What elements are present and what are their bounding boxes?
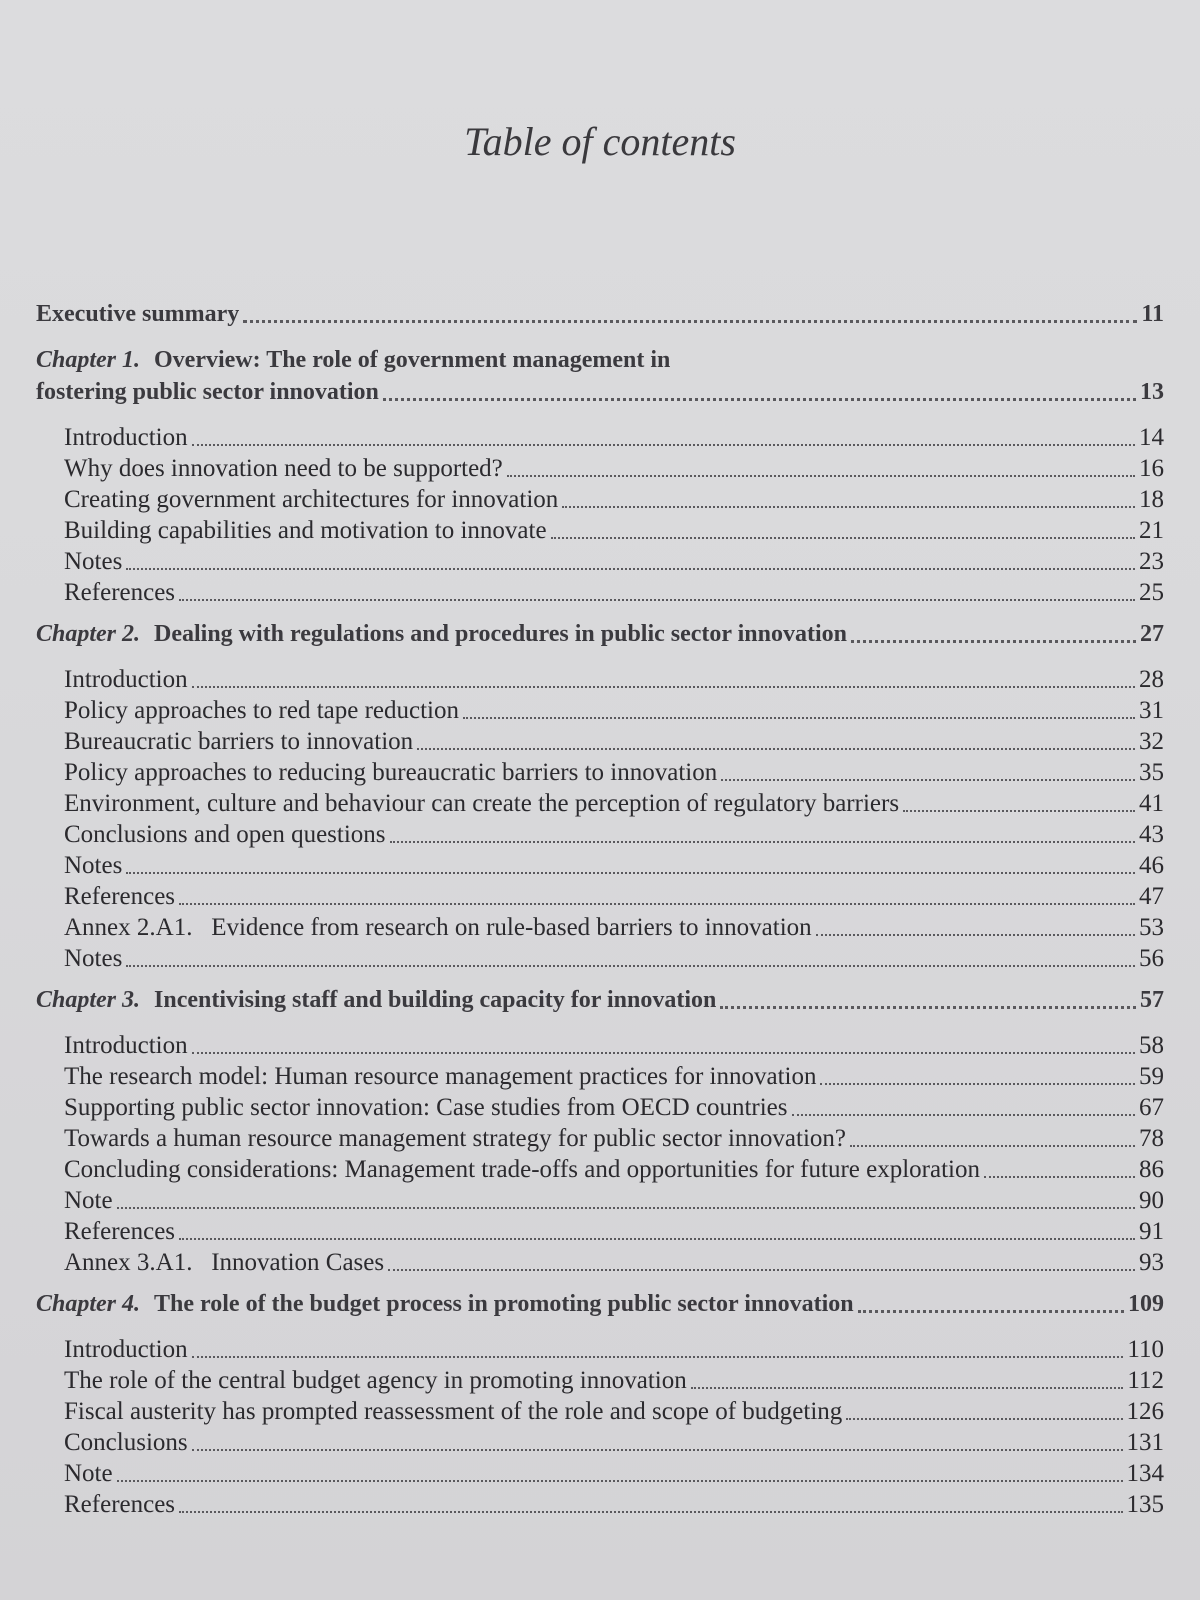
item-label: Why does innovation need to be supported? <box>64 455 503 482</box>
item-label: Introduction <box>64 1336 188 1363</box>
dot-leader <box>792 1113 1135 1116</box>
chapter-2 <box>36 618 1164 974</box>
item-page: 47 <box>1139 883 1164 910</box>
toc-item[interactable] <box>64 943 1164 974</box>
dot-leader <box>417 747 1135 750</box>
dot-leader <box>388 1268 1135 1271</box>
chapter-items <box>64 664 1164 974</box>
toc-item[interactable] <box>64 1061 1164 1092</box>
item-label: References <box>64 579 176 606</box>
dot-leader <box>858 1309 1124 1313</box>
chapter-title-cont: fostering public sector innovation <box>36 379 379 405</box>
toc-item[interactable] <box>64 1365 1164 1396</box>
toc-item[interactable] <box>64 1427 1164 1458</box>
item-page: 28 <box>1139 666 1164 693</box>
item-label: Supporting public sector innovation: Case studies from OECD countries <box>64 1094 788 1121</box>
table-of-contents <box>36 298 1164 1530</box>
item-label: Towards a human resource management strategy for public sector innovation? <box>64 1125 847 1152</box>
dot-leader <box>562 505 1135 508</box>
dot-leader <box>463 716 1135 719</box>
toc-item[interactable] <box>64 453 1164 484</box>
item-label: The role of the central budget agency in promoting innovation <box>64 1367 687 1394</box>
item-page: 35 <box>1139 759 1164 786</box>
item-page: 56 <box>1139 945 1164 972</box>
dot-leader <box>192 1448 1123 1451</box>
toc-executive-summary[interactable] <box>36 298 1164 330</box>
toc-item[interactable] <box>64 484 1164 515</box>
chapter-number: Chapter 4. <box>36 1291 141 1317</box>
item-page: 135 <box>1126 1491 1164 1518</box>
item-page: 31 <box>1139 697 1164 724</box>
chapter-page: 13 <box>1140 379 1164 405</box>
chapter-items <box>64 1334 1164 1520</box>
dot-leader <box>816 933 1135 936</box>
dot-leader <box>551 536 1135 539</box>
dot-leader <box>383 397 1136 401</box>
dot-leader <box>179 1237 1135 1240</box>
toc-item[interactable] <box>64 1123 1164 1154</box>
dot-leader <box>850 1144 1135 1147</box>
item-page: 78 <box>1139 1125 1164 1152</box>
item-page: 112 <box>1127 1367 1164 1394</box>
toc-item[interactable] <box>64 577 1164 608</box>
item-page: 16 <box>1139 455 1164 482</box>
chapter-heading-entry[interactable] <box>36 376 1164 408</box>
item-label: Policy approaches to reducing bureaucratic barriers to innovation <box>64 759 718 786</box>
dot-leader <box>721 778 1135 781</box>
dot-leader <box>179 598 1135 601</box>
item-page: 86 <box>1139 1156 1164 1183</box>
item-page: 126 <box>1126 1398 1164 1425</box>
toc-item[interactable] <box>64 546 1164 577</box>
dot-leader <box>691 1386 1124 1389</box>
item-page: 53 <box>1139 914 1164 941</box>
item-page: 32 <box>1139 728 1164 755</box>
toc-item[interactable] <box>64 1185 1164 1216</box>
item-label: References <box>64 1491 176 1518</box>
item-page: 134 <box>1126 1460 1164 1487</box>
chapter-1 <box>36 344 1164 608</box>
dot-leader <box>192 1355 1124 1358</box>
item-label: Bureaucratic barriers to innovation <box>64 728 414 755</box>
item-page: 46 <box>1139 852 1164 879</box>
item-page: 58 <box>1139 1032 1164 1059</box>
dot-leader <box>179 1510 1122 1513</box>
item-page: 23 <box>1139 548 1164 575</box>
item-page: 90 <box>1139 1187 1164 1214</box>
dot-leader <box>720 1005 1136 1009</box>
toc-item[interactable] <box>64 1334 1164 1365</box>
item-label: Introduction <box>64 1032 188 1059</box>
chapter-items <box>64 1030 1164 1278</box>
toc-item[interactable] <box>64 757 1164 788</box>
dot-leader <box>851 639 1136 643</box>
toc-item[interactable] <box>64 1489 1164 1520</box>
item-page: 18 <box>1139 486 1164 513</box>
dot-leader <box>179 902 1135 905</box>
item-page: 25 <box>1139 579 1164 606</box>
chapter-title: Incentivising staff and building capacity for innovation <box>154 987 717 1013</box>
dot-leader <box>192 443 1135 446</box>
dot-leader <box>390 840 1135 843</box>
item-page: 41 <box>1139 790 1164 817</box>
chapter-number: Chapter 1. <box>36 347 141 373</box>
item-page: 43 <box>1139 821 1164 848</box>
item-page: 59 <box>1139 1063 1164 1090</box>
toc-item[interactable] <box>64 664 1164 695</box>
item-label: Note <box>64 1460 113 1487</box>
item-label: Conclusions and open questions <box>64 821 386 848</box>
toc-item[interactable] <box>64 819 1164 850</box>
dot-leader <box>846 1417 1122 1420</box>
chapter-heading-entry[interactable] <box>36 984 1164 1016</box>
item-label: Notes <box>64 548 123 575</box>
entry-label: Executive summary <box>36 301 240 327</box>
toc-item[interactable] <box>64 1247 1164 1278</box>
item-label: Introduction <box>64 424 188 451</box>
chapter-heading-entry[interactable] <box>36 1288 1164 1320</box>
dot-leader <box>192 1051 1135 1054</box>
toc-item[interactable] <box>64 1030 1164 1061</box>
toc-item[interactable] <box>64 850 1164 881</box>
chapter-page: 109 <box>1128 1291 1164 1317</box>
chapter-heading-line <box>36 344 1164 376</box>
dot-leader <box>126 567 1135 570</box>
dot-leader <box>507 474 1135 477</box>
item-label: Creating government architectures for innovation <box>64 486 559 513</box>
toc-item[interactable] <box>64 912 1164 943</box>
item-page: 91 <box>1139 1218 1164 1245</box>
item-label: Conclusions <box>64 1429 188 1456</box>
toc-item[interactable] <box>64 726 1164 757</box>
item-label: Policy approaches to red tape reduction <box>64 697 459 724</box>
item-label: References <box>64 1218 176 1245</box>
toc-item[interactable] <box>64 695 1164 726</box>
item-page: 21 <box>1139 517 1164 544</box>
toc-item[interactable] <box>64 515 1164 546</box>
chapter-heading-entry[interactable] <box>36 618 1164 650</box>
item-label: Building capabilities and motivation to innovate <box>64 517 547 544</box>
toc-item[interactable] <box>64 422 1164 453</box>
item-label: Annex 2.A1. Evidence from research on rule-based barriers to innovation <box>64 914 812 941</box>
entry-page: 11 <box>1141 301 1164 327</box>
toc-item[interactable] <box>64 1458 1164 1489</box>
item-label: Environment, culture and behaviour can create the perception of regulatory barriers <box>64 790 900 817</box>
dot-leader <box>126 871 1135 874</box>
dot-leader <box>243 319 1137 323</box>
item-label: Notes <box>64 852 123 879</box>
item-page: 14 <box>1139 424 1164 451</box>
dot-leader <box>903 809 1135 812</box>
chapter-3 <box>36 984 1164 1278</box>
toc-item[interactable] <box>64 1396 1164 1427</box>
chapter-number: Chapter 2. <box>36 621 141 647</box>
item-label: Annex 3.A1. Innovation Cases <box>64 1249 385 1276</box>
dot-leader <box>126 964 1135 967</box>
toc-item[interactable] <box>64 1154 1164 1185</box>
dot-leader <box>820 1082 1135 1085</box>
item-label: The research model: Human resource management practices for innovation <box>64 1063 817 1090</box>
item-label: Fiscal austerity has prompted reassessment of the role and scope of budgeting <box>64 1398 843 1425</box>
chapter-page: 57 <box>1140 987 1164 1013</box>
item-page: 93 <box>1139 1249 1164 1276</box>
dot-leader <box>192 685 1135 688</box>
chapter-items <box>64 422 1164 608</box>
dot-leader <box>117 1206 1135 1209</box>
page-title: Table of contents <box>464 119 736 164</box>
item-page: 67 <box>1139 1094 1164 1121</box>
item-page: 131 <box>1126 1429 1164 1456</box>
item-label: Introduction <box>64 666 188 693</box>
item-page: 110 <box>1127 1336 1164 1363</box>
item-label: Note <box>64 1187 113 1214</box>
toc-item[interactable] <box>64 788 1164 819</box>
chapter-page: 27 <box>1140 621 1164 647</box>
chapter-number: Chapter 3. <box>36 987 141 1013</box>
toc-item[interactable] <box>64 1216 1164 1247</box>
dot-leader <box>117 1479 1123 1482</box>
item-label: References <box>64 883 176 910</box>
toc-item[interactable] <box>64 1092 1164 1123</box>
chapter-4 <box>36 1288 1164 1520</box>
item-label: Notes <box>64 945 123 972</box>
toc-item[interactable] <box>64 881 1164 912</box>
chapter-title: The role of the budget process in promoting public sector innovation <box>154 1291 854 1317</box>
chapter-title: Overview: The role of government management in <box>154 347 671 373</box>
dot-leader <box>984 1175 1135 1178</box>
item-label: Concluding considerations: Management trade-offs and opportunities for future exploration <box>64 1156 980 1183</box>
chapter-title: Dealing with regulations and procedures in public sector innovation <box>154 621 848 647</box>
